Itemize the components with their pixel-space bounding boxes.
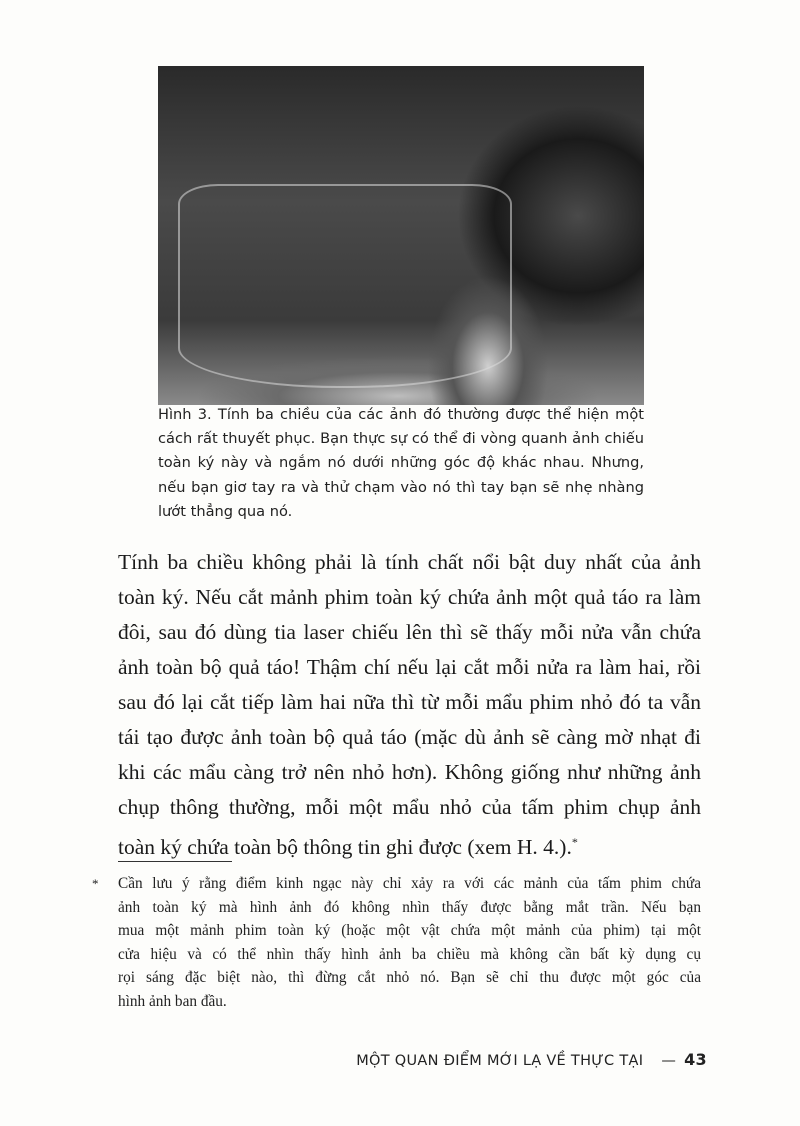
footnote-divider [118, 861, 232, 862]
body-line: khi các mẩu càng trở nên nhỏ hơn). Không giống như những ảnh [118, 760, 701, 784]
body-line: đôi, sau đó dùng tia laser chiếu lên thì sẽ thấy mỗi nửa vẫn chứa [118, 620, 701, 644]
body-paragraph [118, 545, 701, 865]
figure-caption [158, 403, 644, 524]
body-line [118, 825, 701, 865]
footnote-line: hình ảnh ban đầu. [118, 992, 227, 1010]
footnote-line: Cần lưu ý rằng điểm kinh ngạc này chỉ xảy ra với các mảnh của tấm phim chứa [118, 875, 701, 892]
footnote-line: rọi sáng đặc biệt nào, thì đừng cắt nhỏ nó. Bạn sẽ chỉ thu được một góc của [118, 969, 701, 986]
caption-line: cách rất thuyết phục. Bạn thực sự có thể đi vòng quanh ảnh chiếu [158, 430, 644, 448]
footnote-line: mua một mảnh phim toàn ký (hoặc một vật chứa một mảnh của phim) tại một [118, 922, 701, 939]
footnote [92, 872, 701, 1013]
body-line-text: toàn ký chứa toàn bộ thông tin ghi được (xem H. 4.). [118, 835, 572, 860]
page-footer [356, 1050, 707, 1069]
caption-line: Hình 3. Tính ba chiều của các ảnh đó thường được thể hiện một [158, 406, 644, 423]
page-number: 43 [684, 1050, 707, 1069]
running-title: MỘT QUAN ĐIỂM MỚI LẠ VỀ THỰC TẠI [356, 1053, 644, 1069]
footnote-line: ảnh toàn ký mà hình ảnh đó không nhìn thấy được bằng mắt trần. Nếu bạn [118, 898, 701, 916]
footer-dash: — [661, 1053, 677, 1069]
glass-cylinder-shape [178, 184, 512, 388]
body-line: Tính ba chiều không phải là tính chất nổi bật duy nhất của ảnh [118, 550, 701, 574]
body-line: toàn ký. Nếu cắt mảnh phim toàn ký chứa ảnh một quả táo ra làm [118, 585, 701, 609]
footnote-marker: * [92, 876, 99, 891]
caption-line: nếu bạn giơ tay ra và thử chạm vào nó thì tay bạn sẽ nhẹ nhàng [158, 478, 644, 496]
footnote-line: cửa hiệu và có thể nhìn thấy hình ảnh ba chiều mà không cần bất kỳ dụng cụ [118, 945, 701, 963]
caption-line: toàn ký này và ngắm nó dưới những góc độ khác nhau. Nhưng, [158, 454, 644, 472]
body-line: ảnh toàn bộ quả táo! Thậm chí nếu lại cắt mỗi nửa ra làm hai, rồi [118, 655, 701, 679]
footnote-reference: * [571, 835, 578, 849]
body-line: chụp thông thường, mỗi một mẩu nhỏ của tấm phim chụp ảnh [118, 795, 701, 819]
caption-line: lướt thẳng qua nó. [158, 502, 293, 520]
hologram-photo [158, 66, 644, 405]
body-line: tái tạo được ảnh toàn bộ quả táo (mặc dù ảnh sẽ càng mờ nhạt đi [118, 725, 701, 749]
body-line: sau đó lại cắt tiếp làm hai nữa thì từ mỗi mẩu phim nhỏ đó ta vẫn [118, 690, 701, 714]
